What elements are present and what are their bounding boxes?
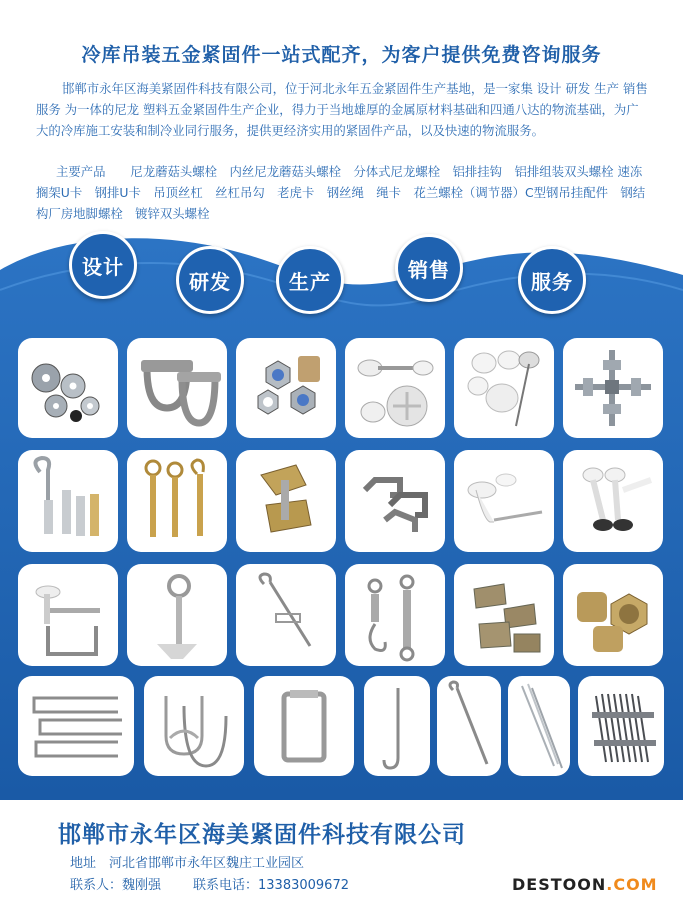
product-list-text: 主要产品 尼龙蘑菇头螺栓 内丝尼龙蘑菇头螺栓 分体式尼龙螺栓 铝排挂钩 铝排组装双头螺栓 速冻搁架U卡 钢排U卡 吊顶丝杠 丝杠吊勾 老虎卡 钢丝绳 绳卡 花兰螺栓（调节器）C型钢吊挂配件 钢结构厂房地脚螺栓 镀锌双头螺栓 — [36, 164, 646, 221]
product-tile-nylon-caps — [454, 338, 554, 438]
headline: 冷库吊装五金紧固件一站式配齐，为客户提供免费咨询服务 — [81, 44, 602, 66]
watermark-accent: .COM — [606, 875, 658, 894]
product-tile-nuts — [236, 338, 336, 438]
product-tile-mushroom-bolts — [345, 338, 445, 438]
product-tile-wire-rope-clips — [127, 338, 227, 438]
product-tile-tiger-clamps — [454, 564, 554, 666]
product-tile-steel-clamps — [236, 450, 336, 552]
product-tile-hanger-rod — [236, 564, 336, 666]
product-tile-eye-hooks — [127, 450, 227, 552]
product-tile-hook-anchors — [18, 450, 118, 552]
company-address: 地址 河北省邯郸市永年区魏庄工业园区 — [70, 856, 305, 871]
product-tile-eye-bolt — [127, 564, 227, 666]
product-tile-l-rod — [437, 676, 501, 776]
service-bubble-design: 设计 — [69, 231, 137, 299]
product-tile-washers — [18, 338, 118, 438]
product-tile-j-rod — [364, 676, 430, 776]
service-bubble-service: 服务 — [518, 246, 586, 314]
service-bubble-production: 生产 — [276, 246, 344, 314]
service-bubble-sales: 销售 — [395, 234, 463, 302]
product-tile-rect-bracket — [254, 676, 354, 776]
product-tile-u-bars — [18, 676, 134, 776]
destoon-watermark — [512, 875, 658, 894]
contact-person: 联系人：魏刚强 — [70, 878, 162, 893]
product-tile-turnbuckles — [345, 564, 445, 666]
product-tile-anchor-bundle — [578, 676, 664, 776]
contact-phone: 联系电话：13383009672 — [193, 878, 349, 893]
product-tile-u-clips — [144, 676, 244, 776]
product-tile-split-bolts — [563, 450, 663, 552]
product-tile-thin-rods — [508, 676, 570, 776]
product-tile-c-clips — [345, 450, 445, 552]
product-tile-hex-plugs — [563, 564, 663, 666]
contact-line — [70, 874, 349, 893]
watermark-main: DESTOON — [512, 875, 607, 894]
company-name: 邯郸市永年区海美紧固件科技有限公司 — [58, 822, 466, 848]
product-tile-mushroom-nails — [454, 450, 554, 552]
product-tile-u-bracket — [18, 564, 118, 666]
product-tile-cross-bolts — [563, 338, 663, 438]
service-bubble-rd: 研发 — [176, 246, 244, 314]
company-intro: 邯郸市永年区海美紧固件科技有限公司，位于河北永年五金紧固件生产基地，是一家集 设计 研发 生产 销售 服务 为一体的尼龙 塑料五金紧固件生产企业，得力于当地雄厚的金属原材料基础和四通八达的物流基础，为广大的冷库施工安装和制冷业同行服务，提供更经济实用的紧固件产品，以及快速的物流服务。 — [36, 81, 648, 138]
product-list — [36, 161, 648, 224]
